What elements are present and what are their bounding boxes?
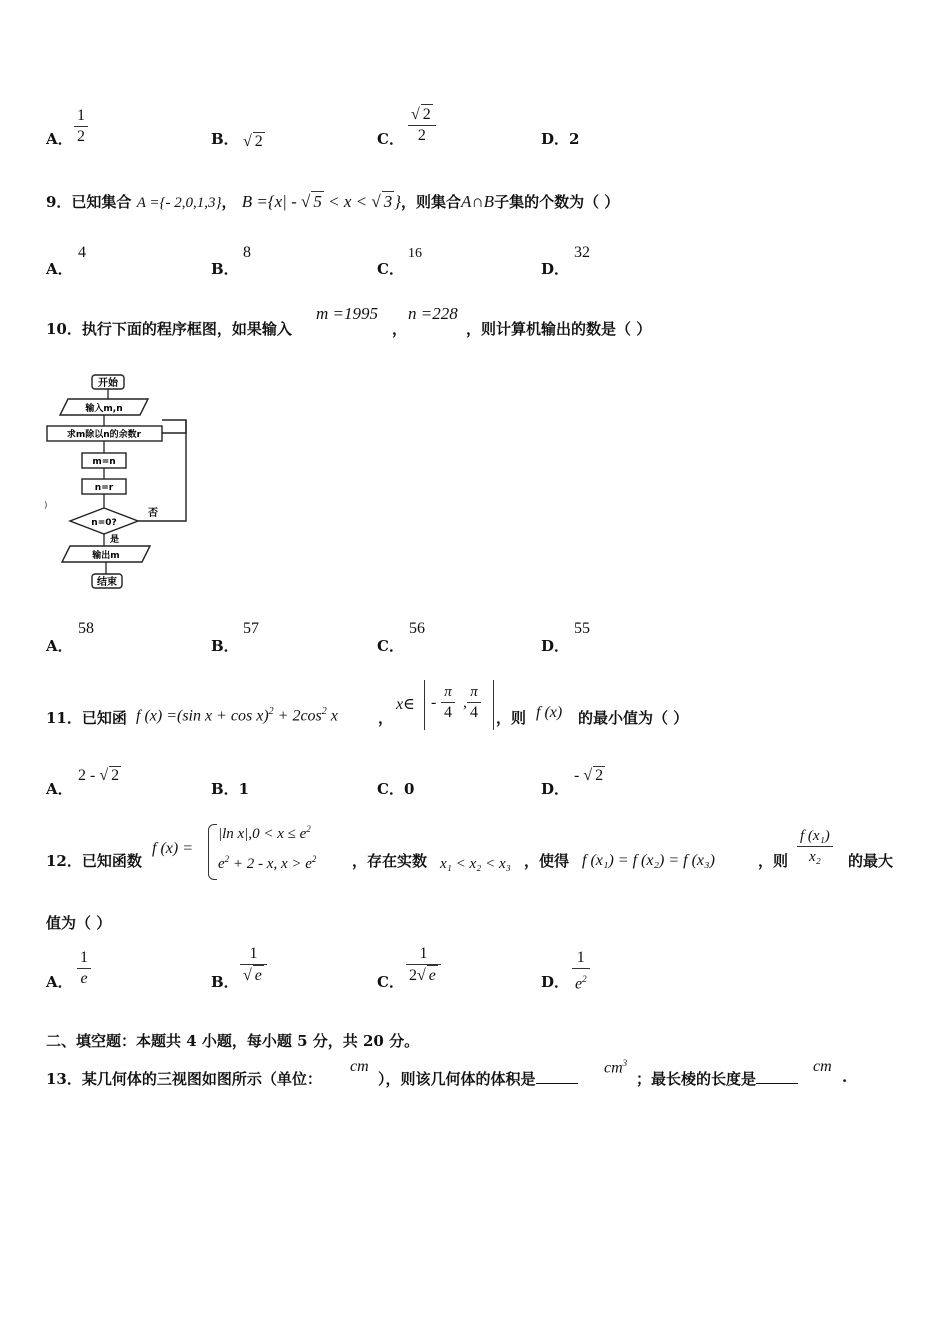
sup: 2 — [311, 854, 317, 864]
q12-xs: x₁ < x₂ < x₃ — [440, 856, 511, 872]
q10-suffix: ，则计算机输出的数是（ ） — [466, 320, 652, 338]
q10-option-c: C． — [377, 637, 404, 655]
numerator: 1 — [406, 944, 441, 965]
sup: 3 — [622, 1058, 628, 1068]
radicand: 2 — [422, 106, 431, 123]
sup: 2 — [321, 706, 327, 717]
pre: 2 - — [78, 767, 100, 784]
q10-option-d-value: 55 — [574, 620, 590, 637]
q11-option-a: A． — [46, 780, 73, 798]
label: D． — [541, 260, 570, 278]
question-13: 13．某几何体的三视图如图所示（单位： — [46, 1070, 322, 1088]
question-10 — [46, 318, 292, 339]
radicand: 2 — [595, 767, 604, 784]
denominator: √ e — [243, 967, 262, 984]
q9-set-a: A ={- 2,0,1,3} — [136, 195, 222, 211]
q13-blank-edge[interactable] — [756, 1069, 798, 1084]
question-11: 11．已知函 — [46, 709, 127, 727]
q12-option-d-fraction — [572, 948, 590, 994]
flow-output-text: 输出m — [92, 551, 120, 561]
q10-n-value: n =228 — [408, 304, 458, 323]
q9-option-d-value: 32 — [574, 244, 590, 261]
set-b-start: B ={x| - — [241, 192, 301, 211]
flow-loop-return — [162, 420, 186, 433]
coef: 2 — [409, 967, 417, 984]
q11-option-b: B．1 — [211, 780, 250, 798]
q9-option-b — [211, 258, 239, 279]
value: 2 — [569, 130, 580, 148]
q10-prefix: 10．执行下面的程序框图，如果输入 — [46, 320, 292, 338]
flow-condition-text: n=0? — [91, 518, 117, 528]
neg-pi-over-4 — [441, 682, 455, 723]
interval-comma: , — [463, 694, 467, 711]
label: C． — [377, 260, 404, 278]
radicand: 2 — [254, 133, 263, 150]
flow-step1-text: 求m除以n的余数r — [66, 430, 142, 440]
denominator — [572, 969, 590, 994]
q13-unit: cm — [350, 1058, 369, 1075]
q12-option-c-fraction — [406, 944, 441, 986]
func-tail: + 2cos — [273, 707, 322, 725]
numerator: 1 — [77, 948, 91, 969]
radicand: 3 — [383, 192, 393, 211]
radicand: e — [254, 967, 262, 984]
q10-option-a-value: 58 — [78, 620, 94, 637]
q9-middle: ，则集合 — [401, 193, 462, 211]
denominator: 2√ e — [409, 967, 436, 984]
mid2: ；最长棱的长度是 — [636, 1070, 757, 1088]
flow-step2-text: m=n — [92, 457, 116, 467]
q12-mid1: ，存在实数 — [352, 852, 428, 870]
numerator: √ 2 — [408, 104, 436, 126]
q9-option-c-value: 16 — [408, 246, 422, 261]
q9-suffix: 子集的个数为（ ） — [494, 193, 620, 211]
label: B． — [211, 260, 239, 278]
q8-option-c-fraction — [408, 104, 436, 146]
q11-suffix: 的最小值为（ ） — [578, 709, 689, 727]
mid: ），则该几何体的体积是 — [378, 1070, 536, 1088]
minus: - — [431, 694, 437, 711]
q12-case-2 — [218, 854, 316, 873]
func-end: x — [326, 707, 338, 725]
q10-option-d: D． — [541, 637, 570, 655]
q13-period: . — [842, 1068, 848, 1086]
numerator: 1 — [572, 948, 590, 969]
q13-mid — [378, 1068, 578, 1089]
radicand: 2 — [111, 767, 120, 784]
denominator: x₂ — [808, 849, 821, 865]
q12-ratio — [797, 826, 833, 867]
q10-option-b-value: 57 — [243, 620, 259, 637]
comma: ， — [221, 193, 237, 211]
q8-option-b-label: B． — [211, 130, 239, 148]
q10-m-value: m =1995 — [316, 304, 378, 323]
radicand: e — [428, 967, 436, 984]
flow-step3-text: n=r — [94, 483, 114, 493]
q10-option-a: A． — [46, 637, 73, 655]
q13-mid2 — [636, 1068, 798, 1089]
func: f (x) =(sin x + cos x) — [136, 707, 269, 725]
case1: |ln x|,0 < x ≤ e — [218, 826, 307, 842]
set-b-end: } — [394, 192, 401, 211]
q12-equation: f (x₁) = f (x₂) = f (x₃) — [582, 852, 715, 869]
flow-yes-label: 是 — [110, 535, 120, 545]
q9-option-c — [377, 258, 404, 279]
q8-option-a-fraction — [74, 106, 88, 147]
q12-option-d-label: D． — [541, 973, 570, 991]
q10-comma: ， — [392, 320, 408, 338]
q11-comma: ， — [378, 709, 394, 727]
q8-option-c-label: C． — [377, 130, 404, 148]
numerator: 1 — [74, 106, 88, 127]
q12-brace — [208, 824, 217, 880]
q9-option-a-value: 4 — [78, 244, 86, 261]
four: 4 — [470, 704, 478, 721]
q12-case-1 — [218, 824, 311, 843]
q12-mid3: ，则 — [758, 852, 789, 870]
question-9 — [46, 191, 619, 212]
pi: π — [441, 682, 455, 703]
q11-domain-interval — [424, 680, 494, 730]
q8-option-a-label: A． — [46, 130, 73, 148]
section-2-heading: 二、填空题：本题共 4 小题，每小题 5 分，共 20 分。 — [46, 1032, 420, 1050]
q9-set-b: B ={x| - √ 5 < x < √ 3 } — [241, 192, 401, 211]
sup: 2 — [306, 824, 311, 834]
denominator: e — [80, 970, 88, 987]
case2-pre: e — [218, 856, 225, 872]
q12-option-a-label: A． — [46, 973, 73, 991]
flow-end-text: 结束 — [97, 577, 117, 588]
q11-option-a-value: 2 - √ 2 — [78, 767, 120, 784]
q9-option-b-value: 8 — [243, 244, 251, 261]
four: 4 — [444, 704, 452, 721]
pre: - — [574, 767, 584, 784]
case2-mid: + 2 - x, x > e — [229, 856, 312, 872]
q9-option-d — [541, 258, 569, 279]
flow-input-text: 输入m,n — [85, 404, 123, 414]
q11-option-c: C．0 — [377, 780, 415, 798]
q9-option-a — [46, 258, 73, 279]
unit: cm — [604, 1059, 623, 1077]
question-12: 12．已知函数 — [46, 852, 142, 870]
flow-start-text: 开始 — [98, 378, 118, 389]
q11-fx: f (x) — [536, 704, 563, 721]
q11-function — [136, 706, 338, 725]
q12-option-b-fraction — [240, 944, 267, 986]
radicand: 5 — [313, 192, 322, 211]
q12-option-c-label: C． — [377, 973, 404, 991]
q10-option-b: B． — [211, 637, 239, 655]
numerator: 1 — [240, 944, 267, 965]
q11-option-d-value: - √ 2 — [574, 767, 604, 784]
pi-over-4 — [467, 682, 481, 723]
base: e — [575, 975, 583, 993]
denominator: 2 — [417, 127, 426, 144]
q12-option-a-fraction — [77, 948, 91, 989]
flow-stray-mark: ) — [44, 501, 48, 511]
denominator: 2 — [77, 128, 85, 145]
pi: π — [467, 682, 481, 703]
q9-prefix: 9．已知集合 — [46, 193, 132, 211]
q10-option-c-value: 56 — [409, 620, 425, 637]
q11-domain-var: x∈ — [396, 696, 415, 713]
q12-mid2: ，使得 — [524, 852, 570, 870]
q13-blank-volume[interactable] — [536, 1069, 578, 1084]
set-b-mid: < x < — [323, 192, 372, 211]
q12-fx: f (x) = — [152, 840, 193, 857]
q10-flowchart — [40, 370, 200, 595]
q12-line2: 值为（ ） — [46, 914, 112, 932]
q8-option-b-value: √ 2 — [243, 133, 263, 150]
q12-suffix: 的最大 — [848, 852, 894, 870]
q8-option-d-label — [541, 128, 579, 149]
q13-unit-cubic — [604, 1058, 627, 1077]
numerator: f (x₁) — [797, 826, 833, 847]
q12-option-b-label: B． — [211, 973, 239, 991]
label: A． — [46, 260, 73, 278]
flow-no-label: 否 — [148, 508, 158, 519]
sup: 2 — [224, 854, 230, 864]
q11-middle: ，则 — [496, 709, 527, 727]
sup: 2 — [582, 974, 587, 984]
sup: 2 — [268, 706, 274, 717]
q13-unit-end: cm — [813, 1058, 832, 1075]
q11-option-d: D． — [541, 780, 570, 798]
q9-intersection: A∩B — [461, 192, 495, 211]
label: D． — [541, 130, 570, 148]
